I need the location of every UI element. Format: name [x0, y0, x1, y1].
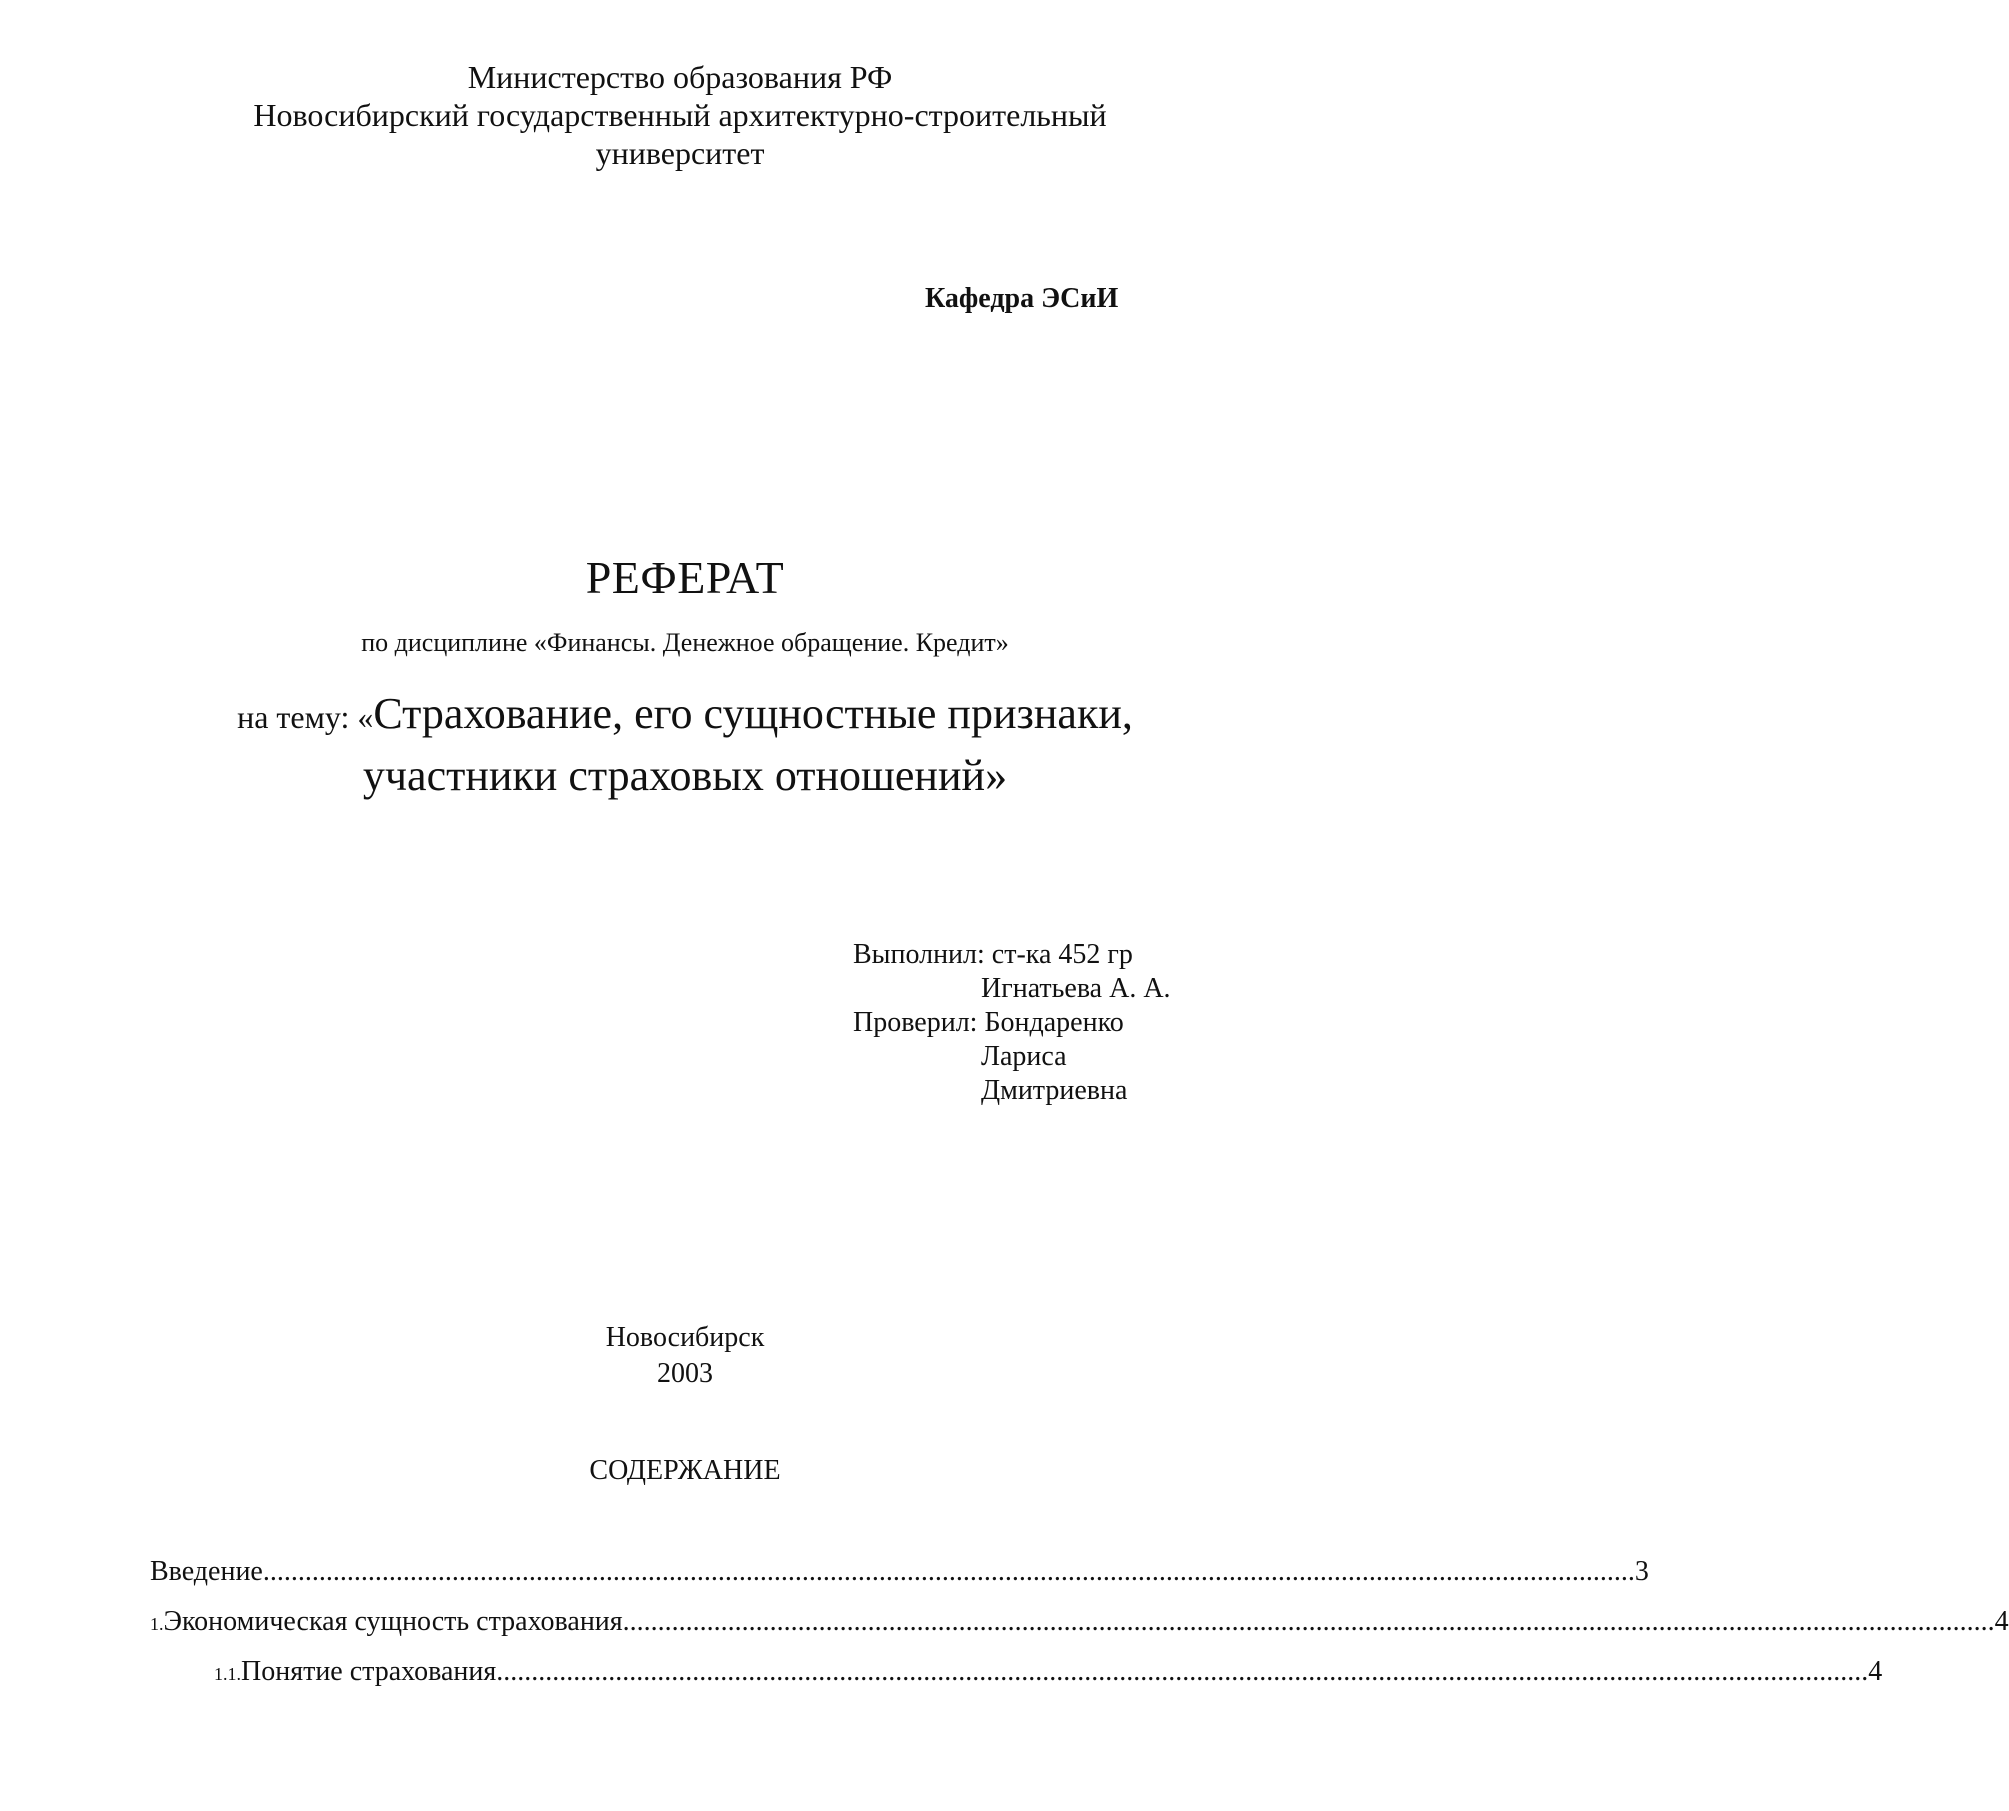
university-name-line2: университет [595, 135, 765, 171]
done-by-label: Выполнил: ст-ка 452 гр [853, 939, 1133, 970]
city-name: Новосибирск [605, 1322, 765, 1353]
topic-title-line2: участники страховых отношений» [362, 751, 1008, 800]
place-and-year [0, 1320, 1370, 1392]
document-title: РЕФЕРАТ [585, 552, 785, 603]
done-by-name: Игнатьева А. А. [981, 973, 1171, 1004]
checked-by-name2: Дмитриевна [981, 1075, 1128, 1106]
ministry-name: Министерство образования РФ [467, 59, 893, 95]
year: 2003 [657, 1358, 713, 1389]
toc-entry-page: 3 [1634, 1556, 1649, 1587]
toc-entry-text: Понятие страхования [241, 1656, 497, 1687]
topic-line1 [185, 688, 1185, 750]
toc-entry [150, 1556, 1649, 1588]
toc-leader-dots: .................................................................................................................................................................................................... [262, 1556, 1635, 1587]
toc-entry [150, 1606, 2009, 1638]
toc-entry [214, 1656, 1883, 1688]
topic-block [185, 688, 1185, 802]
toc-entry-page: 4 [1994, 1606, 2009, 1637]
department-name: Кафедра ЭСиИ [925, 283, 1119, 314]
toc-entry-text: Введение [150, 1556, 263, 1587]
toc-leader-dots: .................................................................................................................................................................................................... [622, 1606, 1995, 1637]
topic-open-quote: « [357, 699, 374, 735]
toc-entry-page: 4 [1868, 1656, 1883, 1687]
toc-title: СОДЕРЖАНИЕ [589, 1455, 781, 1486]
toc-leader-dots: .................................................................................................................................................................................................... [496, 1656, 1869, 1687]
topic-prefix: на тему: [237, 699, 358, 735]
university-name-line1: Новосибирский государственный архитектурно-строительный [253, 97, 1107, 133]
toc-entry-number: 1.1. [214, 1664, 241, 1684]
topic-title-line1: Страхование, его сущностные признаки, [373, 689, 1133, 738]
toc-entry-number: 1. [150, 1614, 164, 1634]
checked-by-name1: Лариса [981, 1041, 1067, 1072]
discipline-line: по дисциплине «Финансы. Денежное обращение. Кредит» [361, 628, 1009, 657]
document-header [200, 58, 1160, 172]
checked-by-label: Проверил: Бондаренко [853, 1007, 1124, 1038]
toc-entry-text: Экономическая сущность страхования [163, 1606, 623, 1637]
signature-block [853, 938, 1171, 1108]
